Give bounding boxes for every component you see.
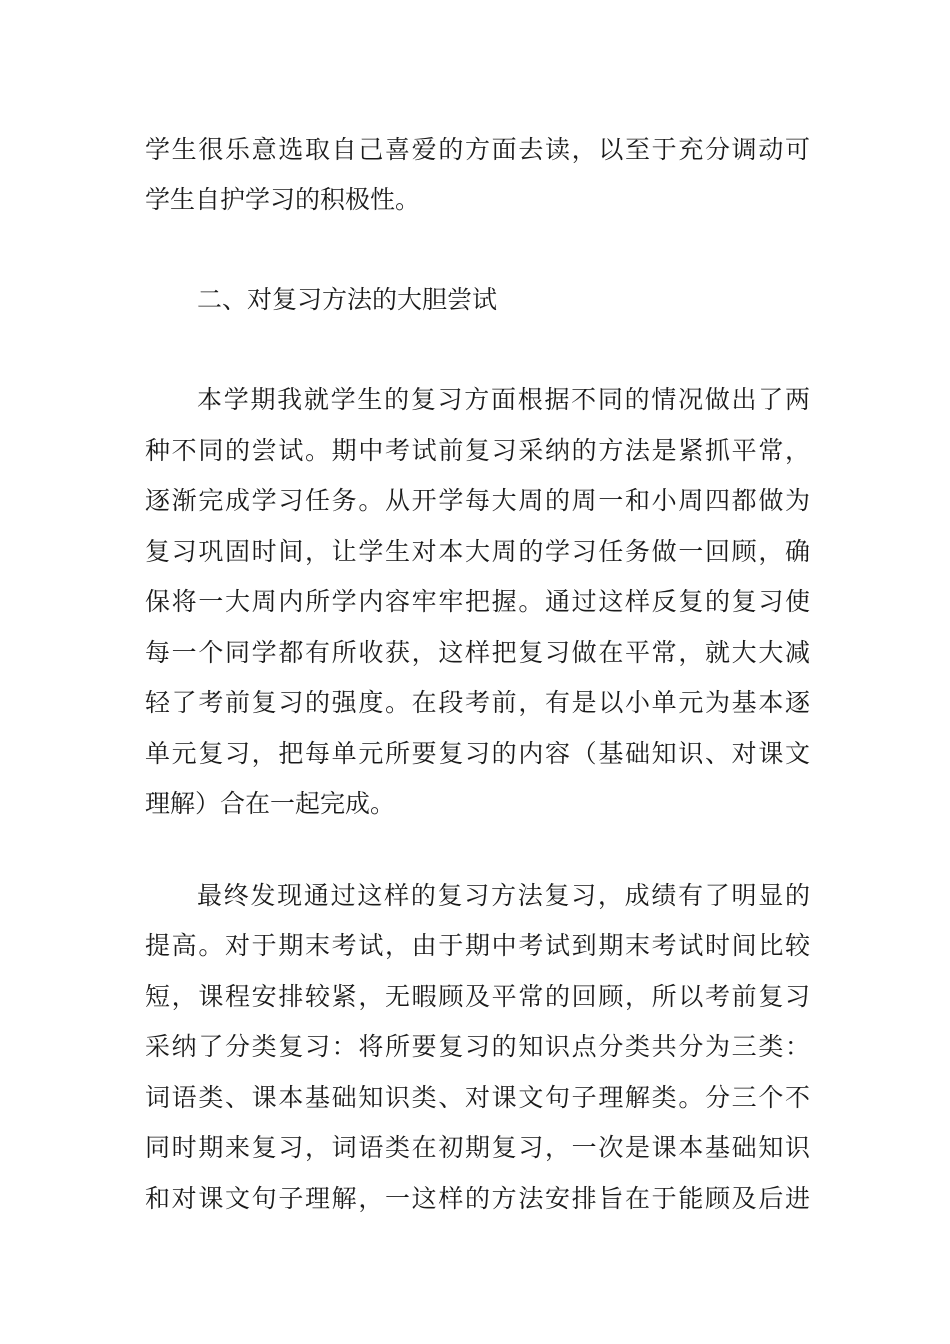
paragraph-line: 复习巩固时间，让学生对本大周的学习任务做一回顾，确 bbox=[145, 537, 810, 566]
paragraph-line: 轻了考前复习的强度。在段考前，有是以小单元为基本逐 bbox=[145, 688, 810, 717]
paragraph-line: 学生很乐意选取自己喜爱的方面去读，以至于充分调动可 bbox=[145, 135, 810, 164]
paragraph-line: 单元复习，把每单元所要复习的内容（基础知识、对课文 bbox=[145, 739, 810, 768]
paragraph-line: 逐渐完成学习任务。从开学每大周的周一和小周四都做为 bbox=[145, 486, 810, 515]
paragraph-line: 理解）合在一起完成。 bbox=[145, 789, 396, 818]
paragraph-line: 和对课文句子理解，一这样的方法安排旨在于能顾及后进 bbox=[145, 1184, 810, 1213]
section-heading: 二、对复习方法的大胆尝试 bbox=[197, 285, 498, 314]
paragraph-line: 本学期我就学生的复习方面根据不同的情况做出了两 bbox=[197, 385, 810, 414]
paragraph-line: 每一个同学都有所收获，这样把复习做在平常，就大大减 bbox=[145, 638, 810, 667]
paragraph-line: 保将一大周内所学内容牢牢把握。通过这样反复的复习使 bbox=[145, 587, 810, 616]
paragraph-line: 种不同的尝试。期中考试前复习采纳的方法是紧抓平常， bbox=[145, 436, 810, 465]
paragraph-line: 最终发现通过这样的复习方法复习，成绩有了明显的 bbox=[197, 881, 810, 910]
paragraph-line: 同时期来复习，词语类在初期复习，一次是课本基础知识 bbox=[145, 1133, 810, 1162]
paragraph-line: 词语类、课本基础知识类、对课文句子理解类。分三个不 bbox=[145, 1083, 810, 1112]
paragraph-line: 学生自护学习的积极性。 bbox=[145, 185, 421, 214]
paragraph-line: 短，课程安排较紧，无暇顾及平常的回顾，所以考前复习 bbox=[145, 982, 810, 1011]
paragraph-line: 采纳了分类复习：将所要复习的知识点分类共分为三类： bbox=[145, 1032, 810, 1061]
paragraph-line: 提高。对于期末考试，由于期中考试到期末考试时间比较 bbox=[145, 931, 810, 960]
